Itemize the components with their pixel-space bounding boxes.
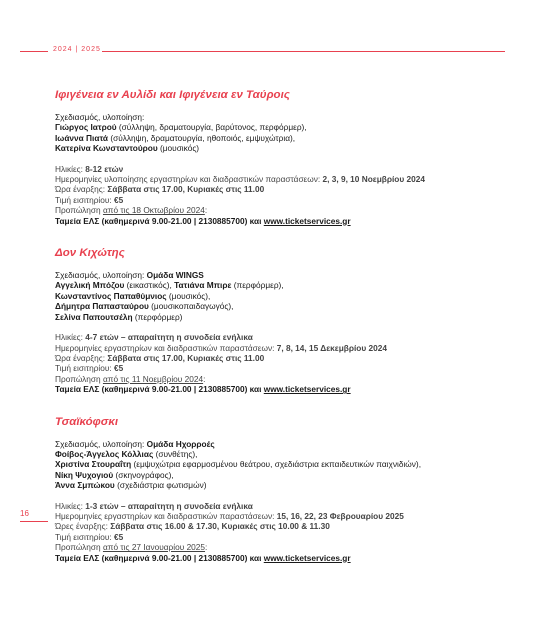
show-title: Ιφιγένεια εν Αυλίδι και Ιφιγένεια εν Ταύροις (55, 89, 290, 101)
presale-line: Προπώληση από τις 11 Νοεμβρίου 2024: (55, 373, 206, 384)
header-season-label: 2024 | 2025 (53, 46, 101, 53)
dates-line: Ημερομηνίες εργαστηρίων και διαδραστικών παραστάσεων: 15, 16, 22, 23 Φεβρουαρίου 2025 (55, 510, 404, 521)
presale-line: Προπώληση από τις 18 Οκτωβρίου 2024: (55, 205, 208, 216)
boxoffice-line: Ταμεία ΕΛΣ (καθημερινά 9.00-21.00 | 2130885700) και www.ticketservices.gr (55, 215, 351, 226)
ticketservices-link[interactable]: www.ticketservices.gr (263, 552, 351, 563)
credit-line: Κατερίνα Κωνσταντούρου (μουσικός) (55, 143, 200, 154)
credits-intro: Σχεδιασμός, υλοποίηση: (55, 112, 145, 122)
time-line: Ώρα έναρξης: Σάββατα στις 17.00, Κυριακές στις 11.00 (55, 352, 265, 363)
ticketservices-link[interactable]: www.ticketservices.gr (263, 384, 351, 395)
credit-line: Αγγελική Μπόζου (εικαστικός), Τατιάνα Μπιρε (περφόρμερ), (55, 280, 284, 291)
time-line: Ώρες έναρξης: Σάββατα στις 16.00 & 17.30, Κυριακές στις 10.00 & 11.30 (55, 521, 330, 532)
show-block-tchaikovsky (55, 415, 515, 563)
show-block-iphigenia (55, 88, 515, 226)
show-title: Δον Κιχώτης (55, 247, 125, 260)
page-number-rule (20, 521, 48, 522)
credit-line: Χριστίνα Στουραΐτη (εμψυχώτρια εφαρμοσμένου θεάτρου, σχεδιάστρια εκπαιδευτικών παιχνιδιών), (55, 459, 421, 470)
header-rule-left (20, 51, 48, 52)
dates-line: Ημερομηνίες εργαστηρίων και διαδραστικών παραστάσεων: 7, 8, 14, 15 Δεκεμβρίου 2024 (55, 342, 387, 353)
dates-line: Ημερομηνίες υλοποίησης εργαστηρίων και διαδραστικών παραστάσεων: 2, 3, 9, 10 Νοεμβρίου 2024 (55, 174, 425, 185)
credit-line: Γιώργος Ιατρού (σύλληψη, δραματουργία, βαρύτονος, περφόρμερ), (55, 122, 307, 133)
credit-line: Δήμητρα Παπασταύρου (μουσικοπαιδαγωγός), (55, 301, 234, 312)
header-rule-right (102, 51, 505, 52)
ages-line: Ηλικίες: 8-12 ετών (55, 163, 124, 174)
price-line: Τιμή εισιτηρίου: €5 (55, 194, 124, 205)
presale-line: Προπώληση από τις 27 Ιανουαρίου 2025: (55, 542, 208, 553)
credits-intro: Σχεδιασμός, υλοποίηση: Ομάδα Ηχορροές (55, 438, 215, 449)
ages-line: Ηλικίες: 1-3 ετών – απαραίτητη η συνοδεία ενήλικα (55, 500, 253, 511)
credit-line: Ιωάννα Πιατά (σύλληψη, δραματουργία, ηθοποιός, εμψυχώτρια), (55, 132, 296, 143)
price-line: Τιμή εισιτηρίου: €5 (55, 363, 124, 374)
credit-line: Άννα Σμπώκου (σχεδιάστρια φωτισμών) (55, 480, 207, 491)
credits-intro: Σχεδιασμός, υλοποίηση: Ομάδα WINGS (55, 270, 204, 281)
credit-line: Σελίνα Παπουτσέλη (περφόρμερ) (55, 311, 183, 322)
boxoffice-line: Ταμεία ΕΛΣ (καθημερινά 9.00-21.00 | 2130885700) και www.ticketservices.gr (55, 552, 351, 563)
boxoffice-line: Ταμεία ΕΛΣ (καθημερινά 9.00-21.00 | 2130885700) και www.ticketservices.gr (55, 384, 351, 395)
show-title: Τσαϊκόφσκι (55, 415, 119, 428)
ticketservices-link[interactable]: www.ticketservices.gr (263, 215, 351, 226)
credit-line: Νίκη Ψυχογιού (σκηνογράφος), (55, 469, 174, 480)
page-number: 16 (20, 509, 29, 518)
ages-line: Ηλικίες: 4-7 ετών – απαραίτητη η συνοδεία ενήλικα (55, 332, 253, 343)
show-block-don-quixote (55, 246, 515, 394)
credit-line: Φοίβος-Άγγελος Κόλλιας (συνθέτης), (55, 448, 198, 459)
price-line: Τιμή εισιτηρίου: €5 (55, 531, 124, 542)
time-line: Ώρα έναρξης: Σάββατα στις 17.00, Κυριακές στις 11.00 (55, 184, 265, 195)
credit-line: Κωνσταντίνος Παπαθύμνιος (μουσικός), (55, 290, 211, 301)
main-content (55, 88, 515, 583)
